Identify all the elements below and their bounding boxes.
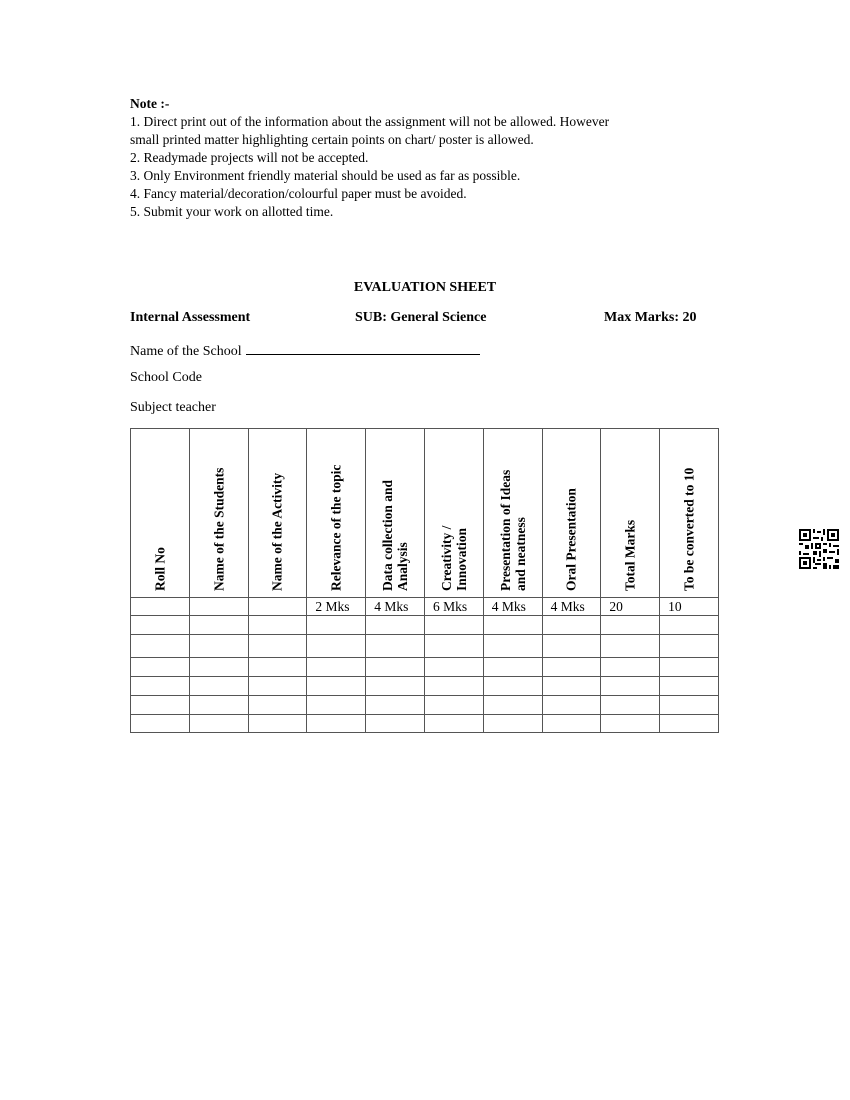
table-cell[interactable]	[660, 696, 719, 715]
table-cell[interactable]	[189, 696, 248, 715]
table-cell[interactable]	[307, 677, 366, 696]
evaluation-table	[130, 428, 719, 733]
table-cell[interactable]	[131, 696, 190, 715]
max-marks-label: Max Marks: 20	[604, 310, 697, 325]
table-cell[interactable]	[483, 696, 542, 715]
header-activity-name	[248, 429, 307, 598]
table-cell[interactable]	[307, 658, 366, 677]
table-cell[interactable]	[248, 616, 307, 635]
subject-teacher-label: Subject teacher	[130, 400, 216, 415]
note-line: small printed matter highlighting certain points on chart/ poster is allowed.	[130, 132, 534, 147]
table-cell[interactable]	[131, 677, 190, 696]
table-cell[interactable]	[424, 677, 483, 696]
table-cell[interactable]	[366, 696, 425, 715]
table-cell[interactable]	[542, 696, 601, 715]
marks-row	[131, 598, 719, 616]
header-presentation	[483, 429, 542, 598]
school-name-label: Name of the School	[130, 344, 242, 359]
table-row	[131, 696, 719, 715]
table-cell[interactable]	[307, 635, 366, 658]
table-cell[interactable]	[424, 696, 483, 715]
table-cell[interactable]	[424, 715, 483, 733]
table-cell[interactable]	[601, 616, 660, 635]
marks-cell: 4 Mks	[366, 598, 425, 616]
table-row	[131, 677, 719, 696]
table-cell[interactable]	[660, 616, 719, 635]
table-cell[interactable]	[660, 715, 719, 733]
header-text: Innovation	[453, 527, 469, 591]
table-cell[interactable]	[366, 715, 425, 733]
marks-cell	[189, 598, 248, 616]
table-cell[interactable]	[131, 715, 190, 733]
header-text: Creativity /	[438, 525, 454, 591]
marks-cell: 4 Mks	[483, 598, 542, 616]
table-cell[interactable]	[189, 616, 248, 635]
table-cell[interactable]	[542, 616, 601, 635]
school-name-field	[130, 340, 480, 360]
marks-cell	[248, 598, 307, 616]
marks-cell: 6 Mks	[424, 598, 483, 616]
header-text: Name of the Students	[211, 467, 227, 591]
table-cell[interactable]	[542, 635, 601, 658]
header-text: Roll No	[152, 547, 168, 591]
table-cell[interactable]	[366, 635, 425, 658]
table-cell[interactable]	[307, 696, 366, 715]
table-cell[interactable]	[424, 658, 483, 677]
table-cell[interactable]	[189, 677, 248, 696]
table-cell[interactable]	[248, 696, 307, 715]
header-text: and neatness	[512, 517, 528, 591]
header-student-name	[189, 429, 248, 598]
header-creativity	[424, 429, 483, 598]
table-row	[131, 616, 719, 635]
evaluation-sheet-title: EVALUATION SHEET	[353, 280, 497, 295]
marks-cell	[131, 598, 190, 616]
table-cell[interactable]	[366, 677, 425, 696]
table-cell[interactable]	[189, 658, 248, 677]
notes-section	[130, 95, 730, 221]
table-cell[interactable]	[601, 715, 660, 733]
table-cell[interactable]	[542, 715, 601, 733]
school-code-label: School Code	[130, 370, 202, 385]
header-text: Oral Presentation	[563, 488, 579, 591]
table-cell[interactable]	[248, 677, 307, 696]
table-cell[interactable]	[601, 635, 660, 658]
table-cell[interactable]	[307, 715, 366, 733]
header-text: To be converted to 10	[681, 467, 697, 591]
marks-cell: 10	[660, 598, 719, 616]
table-cell[interactable]	[601, 696, 660, 715]
table-cell[interactable]	[248, 715, 307, 733]
marks-cell: 20	[601, 598, 660, 616]
table-cell[interactable]	[131, 635, 190, 658]
qr-code-icon	[799, 529, 839, 569]
table-row	[131, 658, 719, 677]
table-cell[interactable]	[483, 616, 542, 635]
table-row	[131, 715, 719, 733]
marks-cell: 4 Mks	[542, 598, 601, 616]
header-text: Relevance of the topic	[328, 464, 344, 591]
table-cell[interactable]	[366, 658, 425, 677]
header-roll-no	[131, 429, 190, 598]
school-name-blank[interactable]	[246, 340, 480, 355]
header-text: Presentation of Ideas	[497, 469, 513, 591]
note-line: 4. Fancy material/decoration/colourful paper must be avoided.	[130, 186, 467, 201]
notes-title: Note :-	[130, 96, 170, 111]
note-line: 2. Readymade projects will not be accepted.	[130, 150, 369, 165]
table-cell[interactable]	[483, 677, 542, 696]
table-cell[interactable]	[601, 658, 660, 677]
table-cell[interactable]	[189, 715, 248, 733]
table-cell[interactable]	[542, 658, 601, 677]
table-cell[interactable]	[483, 635, 542, 658]
note-line: 5. Submit your work on allotted time.	[130, 204, 334, 219]
table-cell[interactable]	[483, 715, 542, 733]
table-cell[interactable]	[660, 677, 719, 696]
table-cell[interactable]	[248, 658, 307, 677]
table-cell[interactable]	[424, 635, 483, 658]
table-cell[interactable]	[601, 677, 660, 696]
table-cell[interactable]	[366, 616, 425, 635]
header-text: Data collection and	[380, 480, 396, 591]
table-cell[interactable]	[424, 616, 483, 635]
internal-assessment-label: Internal Assessment	[130, 310, 251, 325]
marks-cell: 2 Mks	[307, 598, 366, 616]
subject-label: SUB: General Science	[355, 310, 487, 325]
table-cell[interactable]	[660, 635, 719, 658]
header-text: Total Marks	[622, 519, 638, 591]
header-data-collection	[366, 429, 425, 598]
header-converted	[660, 429, 719, 598]
table-cell[interactable]	[131, 616, 190, 635]
header-total-marks	[601, 429, 660, 598]
table-cell[interactable]	[189, 635, 248, 658]
note-line: 1. Direct print out of the information about the assignment will not be allowed. However	[130, 114, 610, 129]
table-cell[interactable]	[660, 658, 719, 677]
table-cell[interactable]	[248, 635, 307, 658]
header-row	[131, 429, 719, 598]
header-text: Analysis	[395, 542, 411, 591]
note-line: 3. Only Environment friendly material should be used as far as possible.	[130, 168, 521, 183]
header-relevance	[307, 429, 366, 598]
table-cell[interactable]	[131, 658, 190, 677]
table-row	[131, 635, 719, 658]
header-oral-presentation	[542, 429, 601, 598]
table-cell[interactable]	[542, 677, 601, 696]
table-cell[interactable]	[307, 616, 366, 635]
table-cell[interactable]	[483, 658, 542, 677]
header-text: Name of the Activity	[269, 472, 285, 591]
